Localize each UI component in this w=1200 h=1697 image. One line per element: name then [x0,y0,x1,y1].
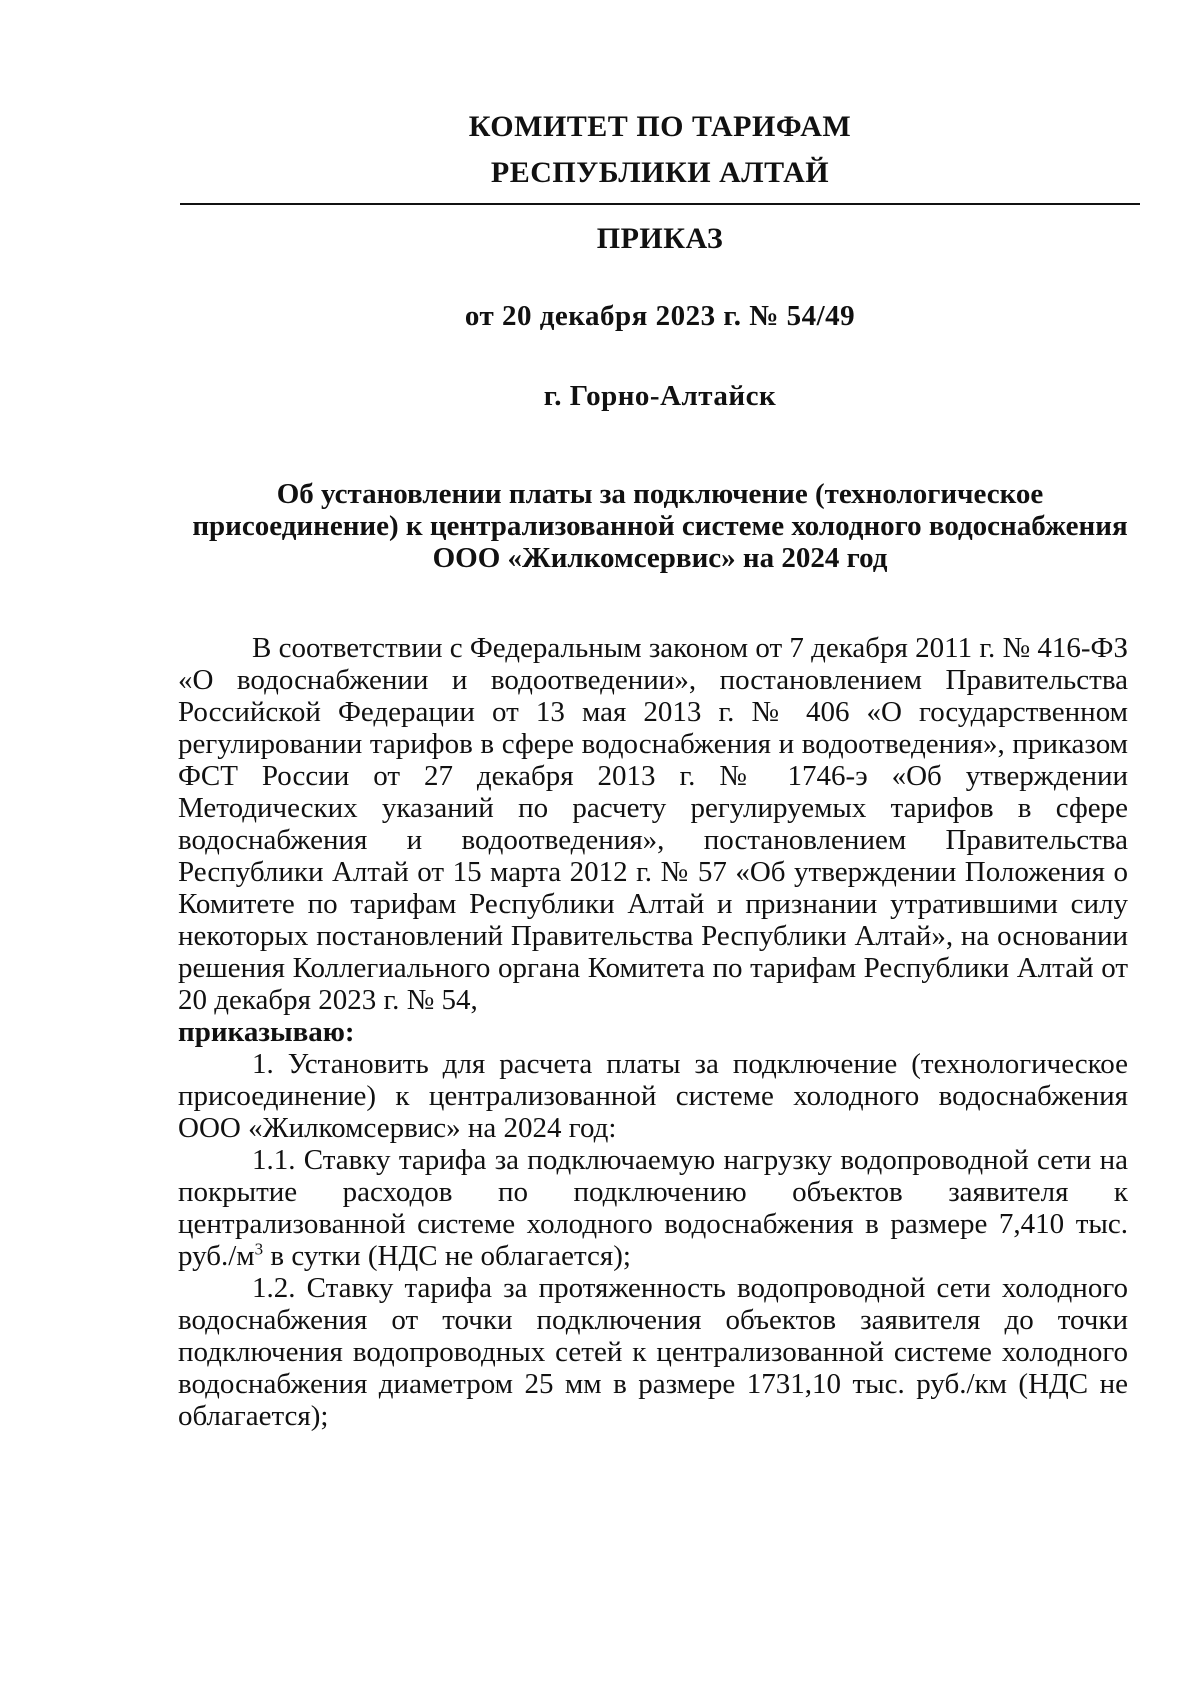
committee-name-line1: КОМИТЕТ ПО ТАРИФАМ [468,110,852,143]
item-1: 1. Установить для расчета платы за подключение (технологическое присоединение) к централизованной системе холодного водоснабжения ООО «Жилкомсервис» на 2024 год: [178,1048,1128,1144]
title-line: присоединение) к централизованной системе холодного водоснабжения [192,510,1128,542]
order-word: приказываю: [178,1016,355,1048]
item-1-1-text: 1.1. Ставку тарифа за подключаемую нагрузку водопроводной сети на покрытие расходов по подключению объектов заявителя к централизованной системе холодного водоснабжения в размере 7,410 тыс. руб./м [178,1144,1128,1272]
document-city: г. Горно-Алтайск [543,380,777,412]
title-line: Об установлении платы за подключение (технологическое [276,478,1044,510]
item-1-1-text-end: в сутки (НДС не облагается); [263,1240,631,1272]
document-title [180,478,1140,574]
title-line: ООО «Жилкомсервис» на 2024 год [432,542,888,574]
document-type: ПРИКАЗ [596,222,724,255]
item-1-1 [178,1144,1128,1272]
document-date-number: от 20 декабря 2023 г. № 54/49 [464,300,856,332]
header-divider [180,203,1140,205]
committee-name-line2: РЕСПУБЛИКИ АЛТАЙ [490,156,830,189]
preamble-paragraph: В соответствии с Федеральным законом от 7 декабря 2011 г. № 416-ФЗ «О водоснабжении и водоотведении», постановлением Правительства Российской Федерации от 13 мая 2013 г. № 406 «О государственном регулировании тарифов в сфере водоснабжения и водоотведения», приказом ФСТ России от 27 декабря 2013 г. № 1746-э «Об утверждении Методических указаний по расчету регулируемых тарифов в сфере водоснабжения и водоотведения», постановлением Правительства Республики Алтай от 15 марта 2012 г. № 57 «Об утверждении Положения о Комитете по тарифам Республики Алтай и признании утратившими силу некоторых постановлений Правительства Республики Алтай», на основании решения Коллегиального органа Комитета по тарифам Республики Алтай от 20 декабря 2023 г. № 54, [178,632,1128,1016]
item-1-2: 1.2. Ставку тарифа за протяженность водопроводной сети холодного водоснабжения от точки подключения объектов заявителя до точки подключения водопроводных сетей к централизованной системе холодного водоснабжения диаметром 25 мм в размере 1731,10 тыс. руб./км (НДС не облагается); [178,1272,1128,1432]
document-body [178,632,1128,1432]
cubic-superscript: 3 [254,1239,264,1259]
